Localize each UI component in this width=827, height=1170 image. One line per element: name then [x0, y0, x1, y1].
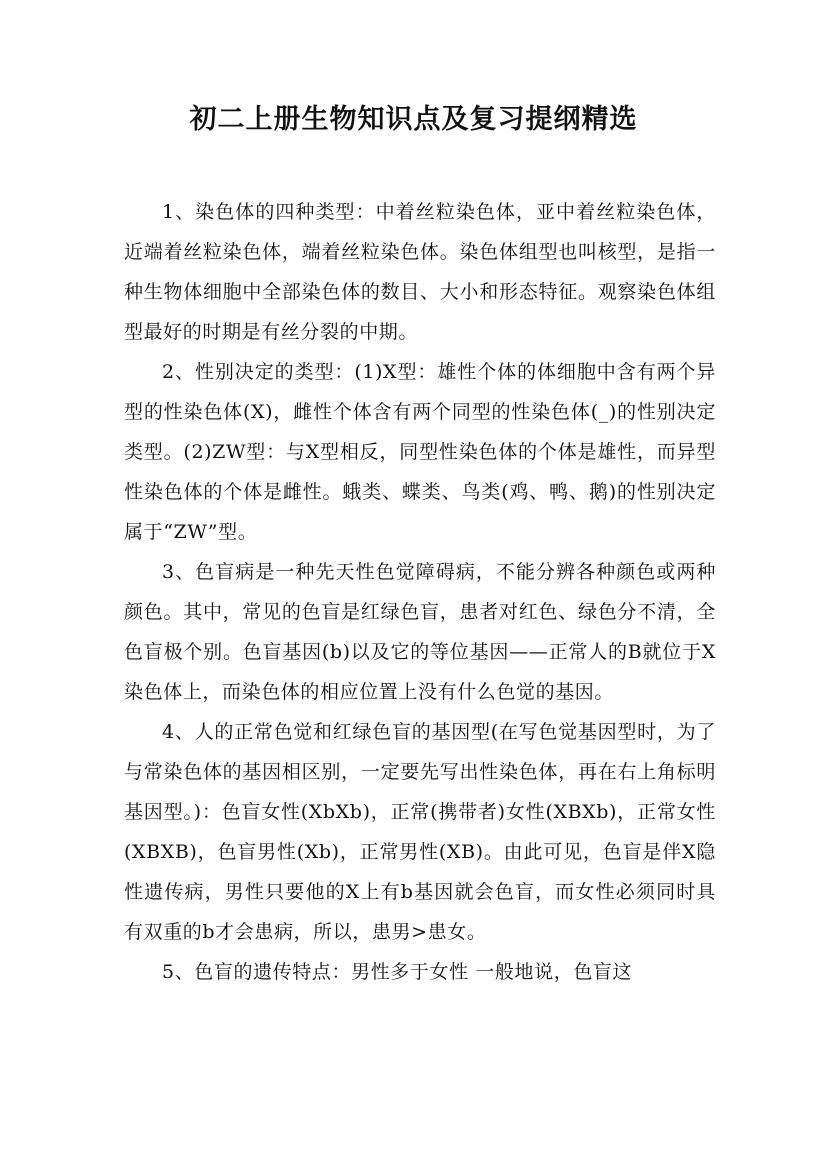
page-title: 初二上册生物知识点及复习提纲精选	[189, 104, 638, 135]
paragraph-1: 1、染色体的四种类型：中着丝粒染色体，亚中着丝粒染色体，近端着丝粒染色体，端着丝粒染色体。染色体组型也叫核型，是指一种生物体细胞中全部染色体的数目、大小和形态特征。观察染色体组型最好的时期是有丝分裂的中期。	[124, 201, 716, 343]
document-body	[124, 192, 716, 992]
paragraph-3: 3、色盲病是一种先天性色觉障碍病，不能分辨各种颜色或两种颜色。其中，常见的色盲是红绿色盲，患者对红色、绿色分不清，全色盲极个别。色盲基因(b)以及它的等位基因——正常人的B就位于X染色体上，而染色体的相应位置上没有什么色觉的基因。	[124, 561, 716, 703]
paragraph-5: 5、色盲的遗传特点：男性多于女性 一般地说，色盲这	[162, 961, 633, 983]
paragraph-4: 4、人的正常色觉和红绿色盲的基因型(在写色觉基因型时，为了与常染色体的基因相区别，一定要先写出性染色体，再在右上角标明基因型。)：色盲女性(XbXb)，正常(携带者)女性(XBXb)，正常女性(XBXB)，色盲男性(Xb)，正常男性(XB)。由此可见，色盲是伴X隐性遗传病，男性只要他的X上有b基因就会色盲，而女性必须同时具有双重的b才会患病，所以，患男>患女。	[124, 721, 716, 943]
paragraph-2: 2、性别决定的类型：(1)X型：雄性个体的体细胞中含有两个异型的性染色体(X)，雌性个体含有两个同型的性染色体(_)的性别决定类型。(2)ZW型：与X型相反，同型性染色体的个体是雄性，而异型性染色体的个体是雌性。蛾类、蝶类、鸟类(鸡、鸭、鹅)的性别决定属于“ZW”型。	[124, 361, 716, 543]
